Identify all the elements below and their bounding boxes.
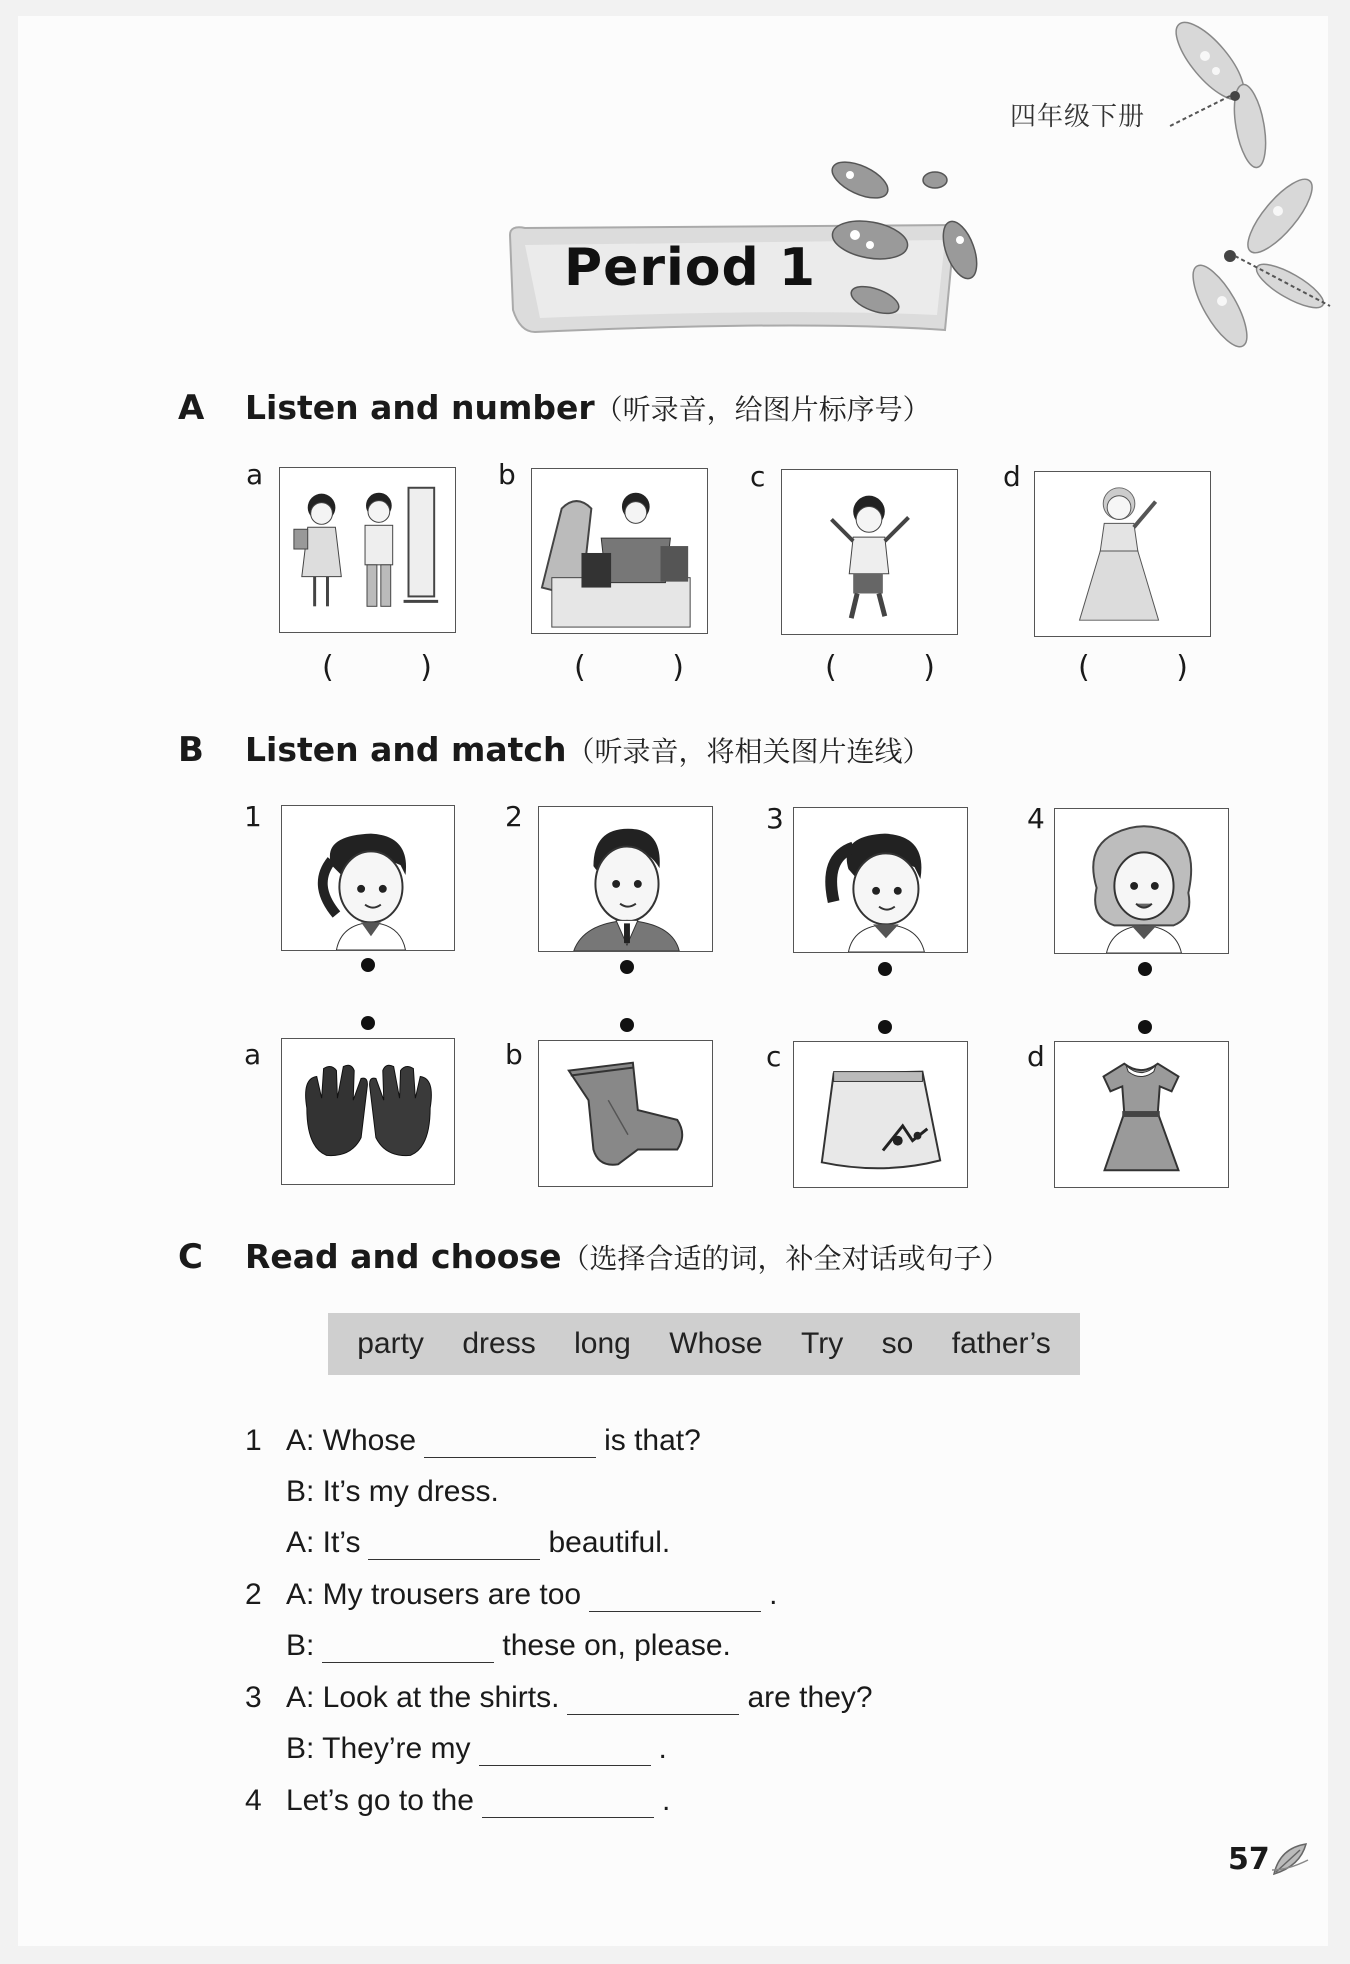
person-3-girl-ponytail (793, 807, 968, 953)
person-label-2: 2 (505, 800, 523, 833)
clothes-a-gloves (281, 1038, 455, 1185)
answer-blank[interactable] (368, 1529, 540, 1560)
clothes-d-dress (1054, 1041, 1229, 1188)
section-a-instruction: （听录音，给图片标序号） (594, 394, 931, 425)
item-number-3: 3 (245, 1681, 262, 1714)
person-label-4: 4 (1027, 802, 1045, 835)
picture-b-wardrobe-clothes (531, 468, 708, 634)
answer-paren-c[interactable] (825, 650, 935, 685)
section-b-title: Listen and match (245, 730, 567, 769)
picture-c-girl-jumping (781, 469, 958, 635)
item-number-4: 4 (245, 1784, 262, 1817)
paren-open: ( (574, 650, 586, 685)
item-number-1: 1 (245, 1424, 262, 1457)
sentence-text: these on, please. (502, 1629, 731, 1662)
clothes-label-d: d (1027, 1040, 1045, 1073)
match-dot-item-b[interactable] (620, 1018, 634, 1032)
person-label-1: 1 (244, 800, 262, 833)
answer-blank[interactable] (322, 1632, 494, 1663)
paren-close: ) (420, 650, 432, 685)
item-3-line-1 (286, 1681, 873, 1715)
person-label-3: 3 (766, 802, 784, 835)
item-number-2: 2 (245, 1578, 262, 1611)
match-dot-item-d[interactable] (1138, 1020, 1152, 1034)
sentence-text: . (661, 1784, 671, 1817)
word-bank-item: father’s (951, 1327, 1051, 1360)
item-1-line-1 (286, 1424, 701, 1458)
item-2-line-1 (286, 1578, 777, 1612)
answer-paren-a[interactable] (322, 650, 432, 685)
section-a-heading (245, 388, 931, 428)
section-a-letter: A (178, 388, 205, 428)
item-2-line-2 (286, 1629, 731, 1663)
word-bank-item: dress (462, 1327, 536, 1360)
person-2-boy (538, 806, 713, 952)
page-number: 57 (1228, 1842, 1270, 1877)
item-3-line-2 (286, 1732, 667, 1766)
section-c-instruction: （选择合适的词，补全对话或句子） (561, 1243, 1010, 1274)
item-4-line-1 (286, 1784, 670, 1818)
paren-open: ( (322, 650, 334, 685)
sentence-text: is that? (604, 1424, 701, 1457)
clothes-c-skirt (793, 1041, 968, 1188)
sentence-text: beautiful. (548, 1526, 671, 1559)
sentence-text: A: Whose (286, 1424, 417, 1457)
sentence-text: B: They’re my (286, 1732, 471, 1765)
section-a-title: Listen and number (245, 388, 595, 427)
section-b-instruction: （听录音，将相关图片连线） (566, 736, 931, 767)
sentence-text: A: My trousers are too (286, 1578, 582, 1611)
word-bank-item: Whose (669, 1327, 763, 1360)
answer-blank[interactable] (424, 1427, 596, 1458)
sentence-text: Let’s go to the (286, 1784, 474, 1817)
section-c-heading (245, 1237, 1009, 1277)
item-1-line-3 (286, 1526, 670, 1560)
leaf-icon (1270, 1840, 1310, 1878)
paren-close: ) (1176, 650, 1188, 685)
dragonfly-decoration (1150, 16, 1335, 361)
section-b-letter: B (178, 730, 204, 770)
word-bank-item: so (881, 1327, 914, 1360)
item-1-line-2 (286, 1475, 499, 1509)
match-dot-person-2[interactable] (620, 960, 634, 974)
answer-blank[interactable] (589, 1581, 761, 1612)
sentence-text: . (658, 1732, 667, 1765)
answer-paren-d[interactable] (1078, 650, 1188, 685)
picture-d-girl-dress (1034, 471, 1211, 637)
period-title: Period 1 (563, 238, 817, 298)
person-4-girl-curly (1054, 808, 1229, 954)
word-bank (328, 1313, 1080, 1375)
clothes-label-b: b (505, 1038, 523, 1071)
match-dot-item-c[interactable] (878, 1020, 892, 1034)
person-1-girl-ponytail (281, 805, 455, 951)
sentence-text: B: (286, 1629, 315, 1662)
match-dot-person-3[interactable] (878, 962, 892, 976)
match-dot-person-4[interactable] (1138, 962, 1152, 976)
word-bank-item: party (357, 1327, 424, 1360)
section-c-title: Read and choose (245, 1237, 562, 1276)
paren-close: ) (923, 650, 935, 685)
picture-label-a: a (246, 458, 264, 491)
clothes-b-jeans (538, 1040, 713, 1187)
answer-blank[interactable] (479, 1735, 651, 1766)
sentence-text: B: It’s my dress. (286, 1475, 499, 1508)
clothes-label-a: a (244, 1038, 262, 1071)
sentence-text: A: It’s (286, 1526, 361, 1559)
match-dot-item-a[interactable] (361, 1016, 375, 1030)
clothes-label-c: c (766, 1040, 782, 1073)
section-b-heading (245, 730, 931, 770)
paren-close: ) (672, 650, 684, 685)
match-dot-person-1[interactable] (361, 958, 375, 972)
grade-label: 四年级下册 (1010, 101, 1146, 131)
word-bank-item: Try (801, 1327, 844, 1360)
picture-a-kids-mirror (279, 467, 456, 633)
sentence-text: . (769, 1578, 778, 1611)
answer-blank[interactable] (482, 1787, 654, 1818)
picture-label-c: c (750, 460, 766, 493)
section-c-letter: C (178, 1237, 203, 1277)
fish-decoration (820, 150, 1000, 320)
answer-paren-b[interactable] (574, 650, 684, 685)
paren-open: ( (825, 650, 837, 685)
sentence-text: A: Look at the shirts. (286, 1681, 560, 1714)
answer-blank[interactable] (567, 1684, 739, 1715)
word-bank-item: long (574, 1327, 631, 1360)
paren-open: ( (1078, 650, 1090, 685)
sentence-text: are they? (747, 1681, 873, 1714)
picture-label-b: b (498, 458, 516, 491)
picture-label-d: d (1003, 460, 1021, 493)
